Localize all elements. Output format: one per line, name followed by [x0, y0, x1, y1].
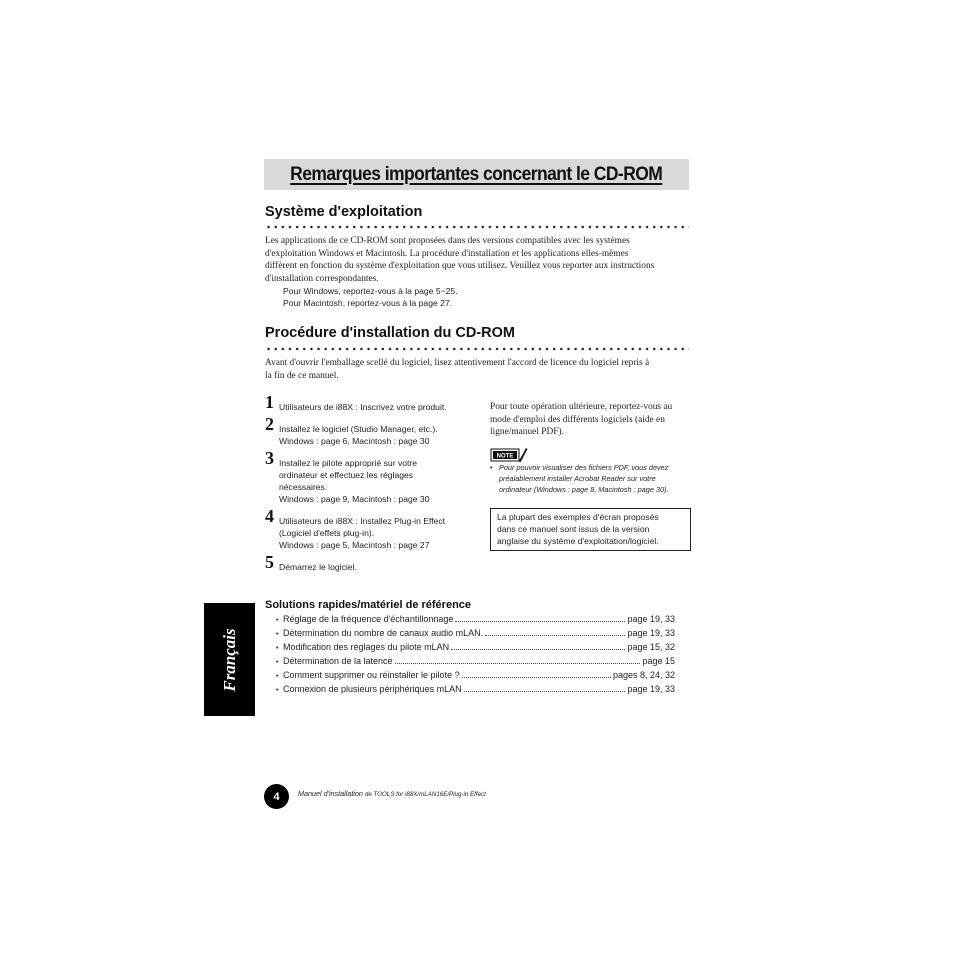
paragraph-line: d'exploitation Windows et Macintosh. La procédure d'installation et les applications elles-mêmes — [265, 248, 629, 259]
paragraph-line: d'installation correspondantes. — [265, 273, 379, 284]
dotted-divider — [265, 225, 689, 229]
step-text: Installez le logiciel (Studio Manager, etc.). — [279, 424, 438, 434]
dot-leader — [464, 691, 626, 692]
note-line: préalablement installer Acrobat Reader sur votre — [499, 473, 656, 483]
step-text: Utilisateurs de i88X : Inscrivez votre produit. — [279, 402, 447, 412]
list-bullet: • — [276, 659, 279, 666]
macintosh-reference: Pour Macintosh, reportez-vous à la page 27. — [283, 298, 453, 308]
note-line: ordinateur (Windows : page 8, Macintosh : page 30). — [499, 484, 669, 494]
step-text: Windows : page 9, Macintosh : page 30 — [279, 494, 430, 504]
list-item — [276, 669, 675, 683]
step-text: Utilisateurs de i88X : Installez Plug-in Effect — [279, 516, 446, 526]
list-item-pages: page 15, 32 — [627, 642, 675, 652]
dot-leader — [395, 663, 641, 664]
notice-line: dans ce manuel sont issus de la version — [497, 524, 650, 534]
list-item-pages: pages 8, 24, 32 — [612, 670, 675, 680]
list-bullet: • — [276, 631, 279, 638]
list-item-label: Réglage de la fréquence d'échantillonnage — [283, 614, 454, 624]
list-bullet: • — [276, 687, 279, 694]
footer-manual-title: Manuel d'installation — [298, 789, 363, 798]
paragraph-line: diffèrent en fonction du système d'exploitation que vous utilisez. Veuillez vous reporter aux instructions — [265, 261, 655, 272]
dot-leader — [485, 635, 625, 636]
note-line: Pour pouvoir visualiser des fichiers PDF, vous devez — [499, 463, 669, 472]
note-icon — [490, 446, 528, 464]
step-number: 1 — [265, 392, 274, 412]
notice-line: anglaise du système d'exploitation/logiciel. — [497, 536, 659, 546]
note-bullet: • — [490, 463, 493, 472]
notice-line: La plupart des exemples d'écran proposés — [497, 512, 659, 522]
section-heading-install: Procédure d'installation du CD-ROM — [265, 325, 515, 341]
install-step — [265, 552, 485, 573]
language-label: Français — [219, 627, 239, 692]
dot-leader — [451, 649, 625, 650]
note-text — [490, 463, 690, 495]
step-number: 4 — [265, 506, 274, 526]
list-item-pages: page 15 — [642, 656, 675, 666]
title-banner — [264, 159, 689, 190]
step-number: 3 — [265, 448, 274, 468]
list-item — [276, 613, 675, 627]
footer — [298, 789, 486, 798]
dot-leader — [462, 677, 611, 678]
paragraph-line: Pour toute opération ultérieure, reportez-vous au — [490, 402, 673, 412]
install-step — [265, 506, 485, 551]
reference-list — [276, 613, 675, 697]
list-item-pages: page 19, 33 — [627, 614, 675, 624]
page-title: Remarques importantes concernant le CD-ROM — [290, 163, 663, 185]
os-paragraph — [265, 235, 689, 285]
step-text: nécessaires. — [279, 482, 328, 492]
list-item-pages: page 19, 33 — [627, 684, 675, 694]
step-text: Démarrez le logiciel. — [279, 562, 357, 572]
dotted-divider — [265, 347, 689, 351]
solutions-heading: Solutions rapides/matériel de référence — [265, 599, 472, 611]
install-step — [265, 414, 485, 447]
list-item-label: Connexion de plusieurs périphériques mLAN — [283, 684, 462, 694]
install-paragraph — [265, 357, 689, 382]
list-item-pages: page 19, 33 — [627, 628, 675, 638]
paragraph-line: la fin de ce manuel. — [265, 370, 339, 381]
list-item — [276, 641, 675, 655]
language-tab — [204, 603, 255, 716]
note-icon-label: NOTE — [496, 453, 514, 460]
dot-leader — [455, 621, 625, 622]
paragraph-line: ligne/manuel PDF). — [490, 427, 564, 438]
list-item — [276, 683, 675, 697]
list-bullet: • — [276, 673, 279, 680]
paragraph-line: Les applications de ce CD-ROM sont proposées dans des versions compatibles avec les systèmes — [265, 236, 630, 246]
step-number: 2 — [265, 414, 274, 434]
step-text: ordinateur et effectuez les réglages — [279, 470, 414, 480]
list-bullet: • — [276, 617, 279, 624]
list-bullet: • — [276, 645, 279, 652]
windows-reference: Pour Windows, reportez-vous à la page 5~25. — [283, 286, 458, 296]
list-item — [276, 655, 675, 669]
paragraph-line: mode d'emploi des différents logiciels (aide en — [490, 414, 665, 425]
install-step — [265, 392, 485, 413]
step-number: 5 — [265, 552, 274, 572]
page-number: 4 — [264, 784, 289, 809]
list-item-label: Modification des réglages du pilote mLAN — [283, 642, 450, 652]
further-operations-paragraph — [490, 401, 690, 439]
install-step — [265, 448, 485, 505]
step-text: (Logiciel d'effets plug-in). — [279, 528, 375, 538]
list-item-label: Comment supprimer ou réinstaller le pilote ? — [283, 670, 460, 680]
section-heading-os: Système d'exploitation — [265, 204, 423, 220]
paragraph-line: Avant d'ouvrir l'emballage scellé du logiciel, lisez attentivement l'accord de licence du logiciel repris à — [265, 358, 650, 368]
step-text: Windows : page 5, Macintosh : page 27 — [279, 540, 430, 550]
screen-examples-notice — [490, 508, 691, 551]
list-item-label: Détermination de la latence — [283, 656, 393, 666]
footer-product-name: de TOOLS for i88X/mLAN16E/Plug-in Effect — [364, 791, 486, 798]
list-item-label: Détermination du nombre de canaux audio mLAN. — [283, 628, 484, 638]
list-item — [276, 627, 675, 641]
step-text: Installez le pilote approprié sur votre — [279, 458, 418, 468]
step-text: Windows : page 6, Macintosh : page 30 — [279, 436, 430, 446]
